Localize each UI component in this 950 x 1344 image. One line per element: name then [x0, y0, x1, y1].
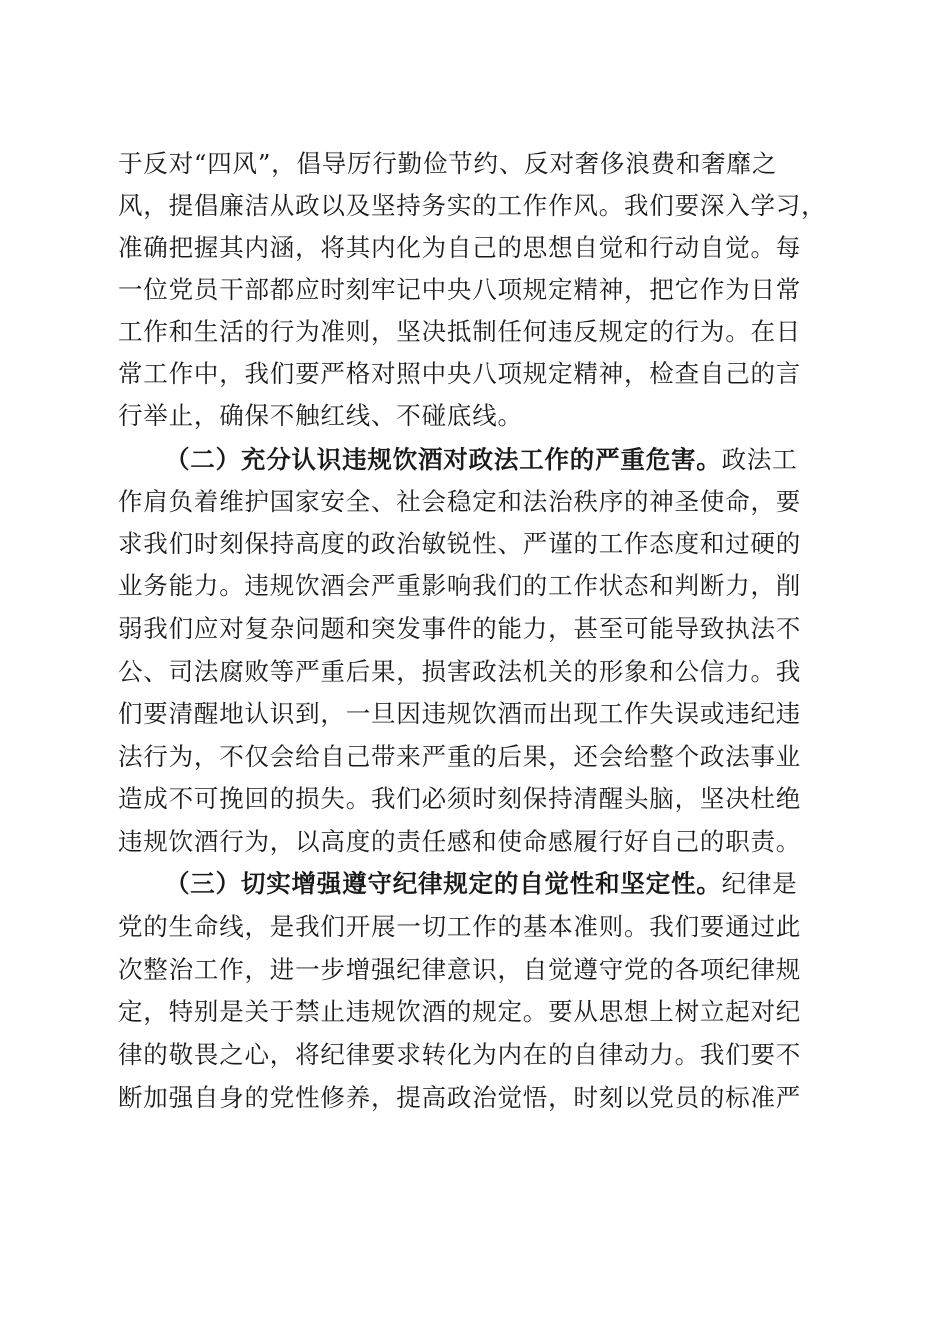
- section-3-first-line: [165, 864, 798, 904]
- body-line: 求我们时刻保持高度的政治敏锐性、严谨的工作态度和过硬的: [118, 529, 802, 558]
- section-2-first-line: [165, 440, 798, 480]
- body-line: 一位党员干部都应时刻牢记中央八项规定精神，把它作为日常: [118, 275, 802, 304]
- body-line: 行举止，确保不触红线、不碰底线。: [118, 401, 523, 430]
- body-line: 们要清醒地认识到，一旦因违规饮酒而出现工作失误或违纪违: [118, 699, 802, 728]
- body-line: 风，提倡廉洁从政以及坚持务实的工作作风。我们要深入学习，: [118, 191, 827, 220]
- body-line: 弱我们应对复杂问题和突发事件的能力，甚至可能导致执法不: [118, 614, 802, 643]
- body-line: 法行为，不仅会给自己带来严重的后果，还会给整个政法事业: [118, 742, 802, 771]
- body-line: 违规饮酒行为，以高度的责任感和使命感履行好自己的职责。: [118, 827, 802, 856]
- section-2-first-line-text: 政法工: [721, 445, 798, 474]
- body-line: 工作和生活的行为准则，坚决抵制任何违反规定的行为。在日: [118, 317, 802, 346]
- body-line: 公、司法腐败等严重后果，损害政法机关的形象和公信力。我: [118, 657, 802, 686]
- body-line: 党的生命线，是我们开展一切工作的基本准则。我们要通过此: [118, 912, 802, 941]
- body-line: 律的敬畏之心，将纪律要求转化为内在的自律动力。我们要不: [118, 1040, 802, 1069]
- body-line: 作肩负着维护国家安全、社会稳定和法治秩序的神圣使命，要: [118, 487, 802, 516]
- body-line: 断加强自身的党性修养，提高政治觉悟，时刻以党员的标准严: [118, 1083, 802, 1112]
- body-line: 次整治工作，进一步增强纪律意识，自觉遵守党的各项纪律规: [118, 955, 802, 984]
- body-line: 于反对“四风”，倡导厉行勤俭节约、反对奢侈浪费和奢靡之: [118, 149, 778, 178]
- section-3-first-line-text: 纪律是: [721, 869, 798, 898]
- section-2-heading: （二）充分认识违规饮酒对政法工作的严重危害。: [165, 445, 722, 474]
- section-3-heading: （三）切实增强遵守纪律规定的自觉性和坚定性。: [165, 869, 722, 898]
- body-line: 定，特别是关于禁止违规饮酒的规定。要从思想上树立起对纪: [118, 997, 802, 1026]
- body-line: 造成不可挽回的损失。我们必须时刻保持清醒头脑，坚决杜绝: [118, 784, 802, 813]
- body-line: 业务能力。违规饮酒会严重影响我们的工作状态和判断力，削: [118, 571, 802, 600]
- body-line: 常工作中，我们要严格对照中央八项规定精神，检查自己的言: [118, 359, 802, 388]
- body-line: 准确把握其内涵，将其内化为自己的思想自觉和行动自觉。每: [118, 233, 802, 262]
